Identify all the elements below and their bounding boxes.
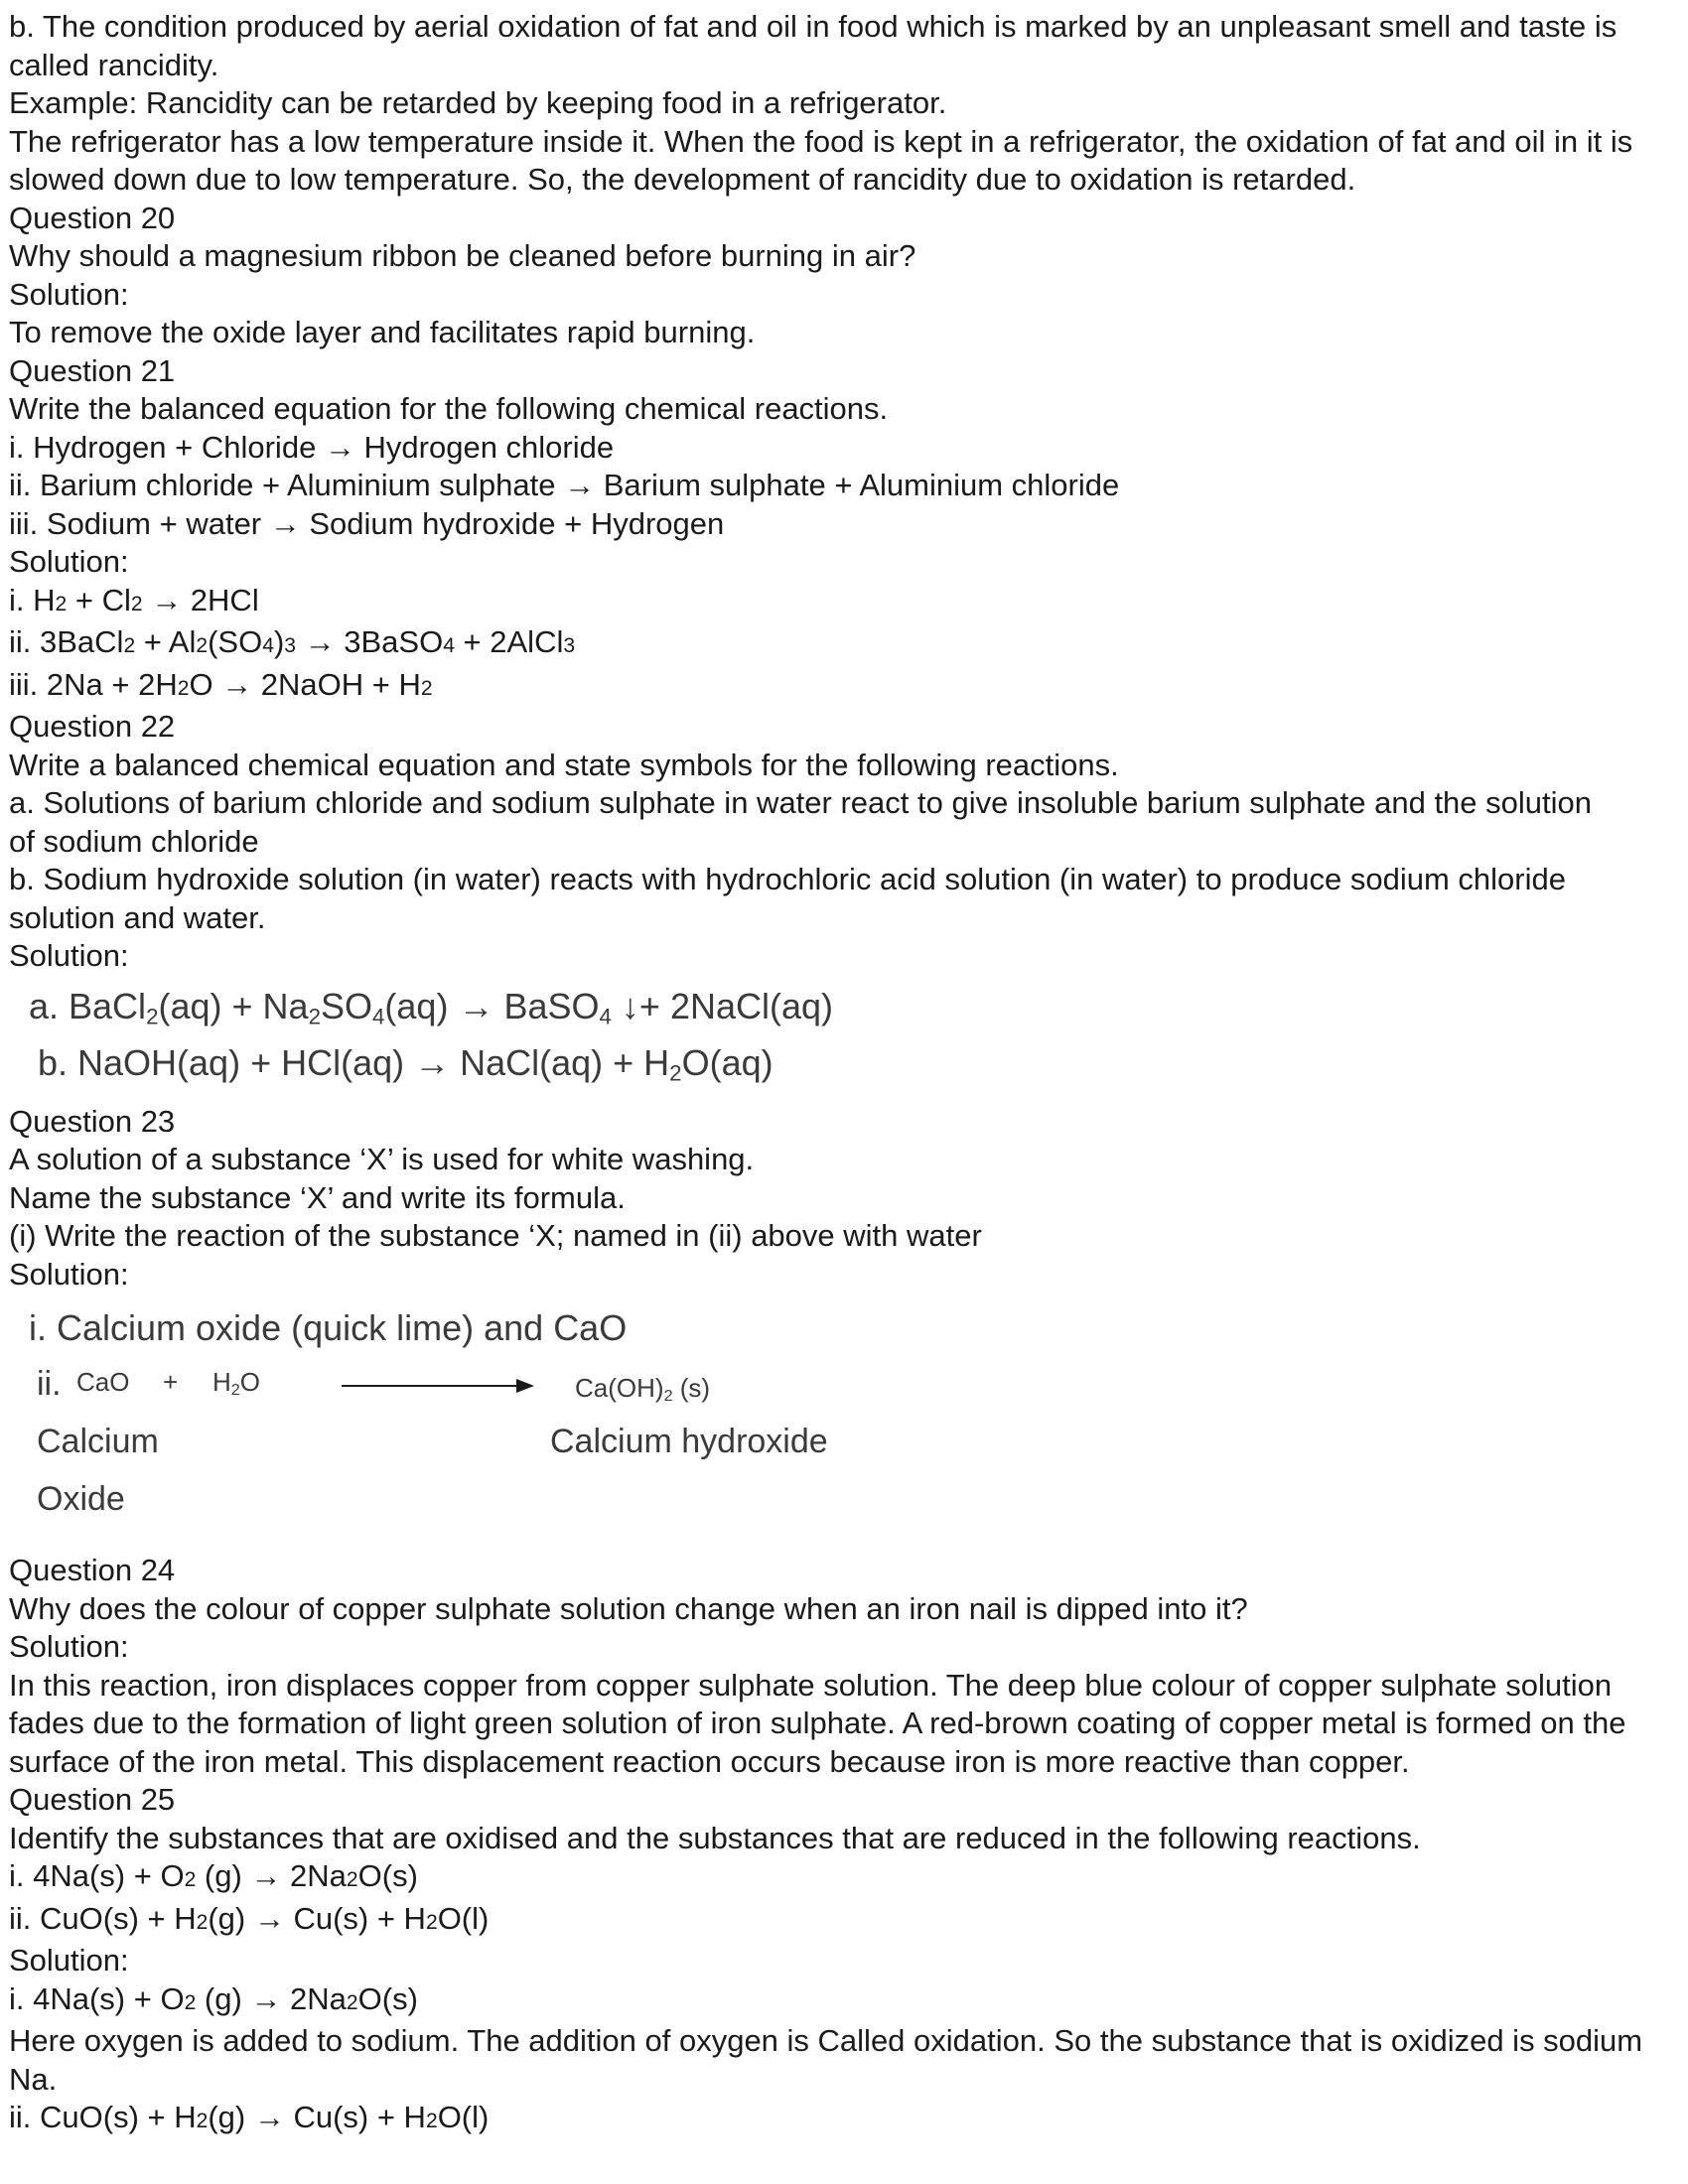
question-item: iii. Sodium + water → Sodium hydroxide + Hydrogen bbox=[9, 505, 725, 541]
question-heading: Question 24 bbox=[9, 1553, 176, 1587]
solution-label: Solution: bbox=[9, 1256, 129, 1292]
question-heading: Question 20 bbox=[9, 200, 176, 235]
answer-line: i. Calcium oxide (quick lime) and CaO bbox=[29, 1307, 628, 1348]
answer-text: Here oxygen is added to sodium. The addition of oxygen is Called oxidation. So the substance that is oxidized is sodium Na. bbox=[9, 2023, 1643, 2097]
question-text: Write a balanced chemical equation and state symbols for the following reactions. bbox=[9, 747, 1119, 782]
text-block-q23 bbox=[9, 1103, 1677, 1295]
reactant-h2o: $H_2O$ bbox=[212, 1367, 260, 1400]
reactant-cao: CaO bbox=[76, 1367, 130, 1397]
equation-line: ii. CuO(s) + H2(g) → Cu(s) + H2O(l) bbox=[9, 1900, 490, 1936]
question-item: i. Hydrogen + Chloride → Hydrogen chloride bbox=[9, 429, 615, 465]
item-label: ii. bbox=[37, 1365, 62, 1403]
question-item: ii. Barium chloride + Aluminium sulphate → Barium sulphate + Aluminium chloride bbox=[9, 468, 1120, 502]
solution-label: Solution: bbox=[9, 1943, 129, 1978]
question-text: Identify the substances that are oxidised and the substances that are reduced in the following reactions. bbox=[9, 1820, 1421, 1855]
equation-image-q23 bbox=[9, 1307, 1677, 1556]
reaction-arrow bbox=[342, 1385, 530, 1387]
solution-label: Solution: bbox=[9, 938, 129, 973]
equation-line: iii. 2Na + 2H2O → 2NaOH + H2 bbox=[9, 666, 433, 702]
solution-label: Solution: bbox=[9, 1629, 129, 1664]
equation-line: i. 4Na(s) + O2 (g) → 2Na2O(s) bbox=[9, 1980, 418, 2016]
paragraph: The refrigerator has a low temperature inside it. When the food is kept in a refrigerator, the oxidation of fat and oil in it is slowed down due to low temperature. So, the development of rancidity due to oxidation is retarded. bbox=[9, 123, 1633, 197]
equation-line: i. 4Na(s) + O2 (g) → 2Na2O(s) bbox=[9, 1858, 418, 1893]
question-heading: Question 21 bbox=[9, 352, 176, 388]
equation-line: a. BaCl$_2$(aq) + $Na_2SO_4(aq)$ → BaSO$_4$ ↓+ 2NaCl(aq) bbox=[29, 985, 834, 1029]
product-caoh2: $Ca(OH)_2$ (s) bbox=[575, 1373, 711, 1406]
equation-image-q22 bbox=[9, 978, 1677, 1095]
question-text: Name the substance ‘X’ and write its formula. bbox=[9, 1179, 626, 1215]
equation-line: ii. 3BaCl2 + Al2(SO4)3 → 3BaSO4 + 2AlCl3 bbox=[9, 624, 576, 659]
question-item: b. Sodium hydroxide solution (in water) reacts with hydrochloric acid solution (in water) to produce sodium chloride solution and water. bbox=[9, 862, 1566, 935]
document-page bbox=[9, 8, 1677, 2141]
solution-label: Solution: bbox=[9, 276, 129, 312]
answer-text: In this reaction, iron displaces copper from copper sulphate solution. The deep blue colour of copper sulphate solution fades due to the formation of light green solution of iron sulphate. A red-brown coating of copper metal is formed on the surface of the iron metal. This displacement reaction occurs because iron is more reactive than copper. bbox=[9, 1667, 1626, 1779]
product-name: Calcium hydroxide bbox=[550, 1423, 828, 1460]
reactant-name: Calcium bbox=[37, 1423, 159, 1460]
paragraph: Example: Rancidity can be retarded by keeping food in a refrigerator. bbox=[9, 85, 947, 120]
question-text: Write the balanced equation for the following chemical reactions. bbox=[9, 391, 889, 426]
question-text: A solution of a substance ‘X’ is used for white washing. bbox=[9, 1142, 755, 1176]
question-text: Why should a magnesium ribbon be cleaned before burning in air? bbox=[9, 238, 916, 273]
reactant-name: Oxide bbox=[37, 1480, 125, 1518]
equation-line: ii. CuO(s) + H2(g) → Cu(s) + H2O(l) bbox=[9, 2100, 490, 2134]
equation-line: b. NaOH(aq) + HCl(aq) → NaCl(aq) + $H_2O(aq)$ bbox=[38, 1041, 774, 1086]
question-text: Why does the colour of copper sulphate solution change when an iron nail is dipped into it? bbox=[9, 1590, 1248, 1626]
question-item: a. Solutions of barium chloride and sodium sulphate in water react to give insoluble barium sulphate and the solution of sodium chloride bbox=[9, 785, 1593, 859]
plus-sign: + bbox=[163, 1367, 179, 1397]
question-heading: Question 22 bbox=[9, 709, 176, 744]
question-heading: Question 23 bbox=[9, 1103, 176, 1139]
answer-text: To remove the oxide layer and facilitates rapid burning. bbox=[9, 315, 756, 349]
text-block-q24-q25 bbox=[9, 1552, 1677, 2141]
question-heading: Question 25 bbox=[9, 1782, 176, 1817]
text-block-rancidity-q20-q21 bbox=[9, 8, 1677, 976]
equation-line: i. H2 + Cl2 → 2HCl bbox=[9, 582, 259, 617]
question-text: (i) Write the reaction of the substance ‘X; named in (ii) above with water bbox=[9, 1218, 982, 1253]
solution-label: Solution: bbox=[9, 544, 129, 579]
paragraph: b. The condition produced by aerial oxidation of fat and oil in food which is marked by an unpleasant smell and taste is called rancidity. bbox=[9, 9, 1618, 82]
